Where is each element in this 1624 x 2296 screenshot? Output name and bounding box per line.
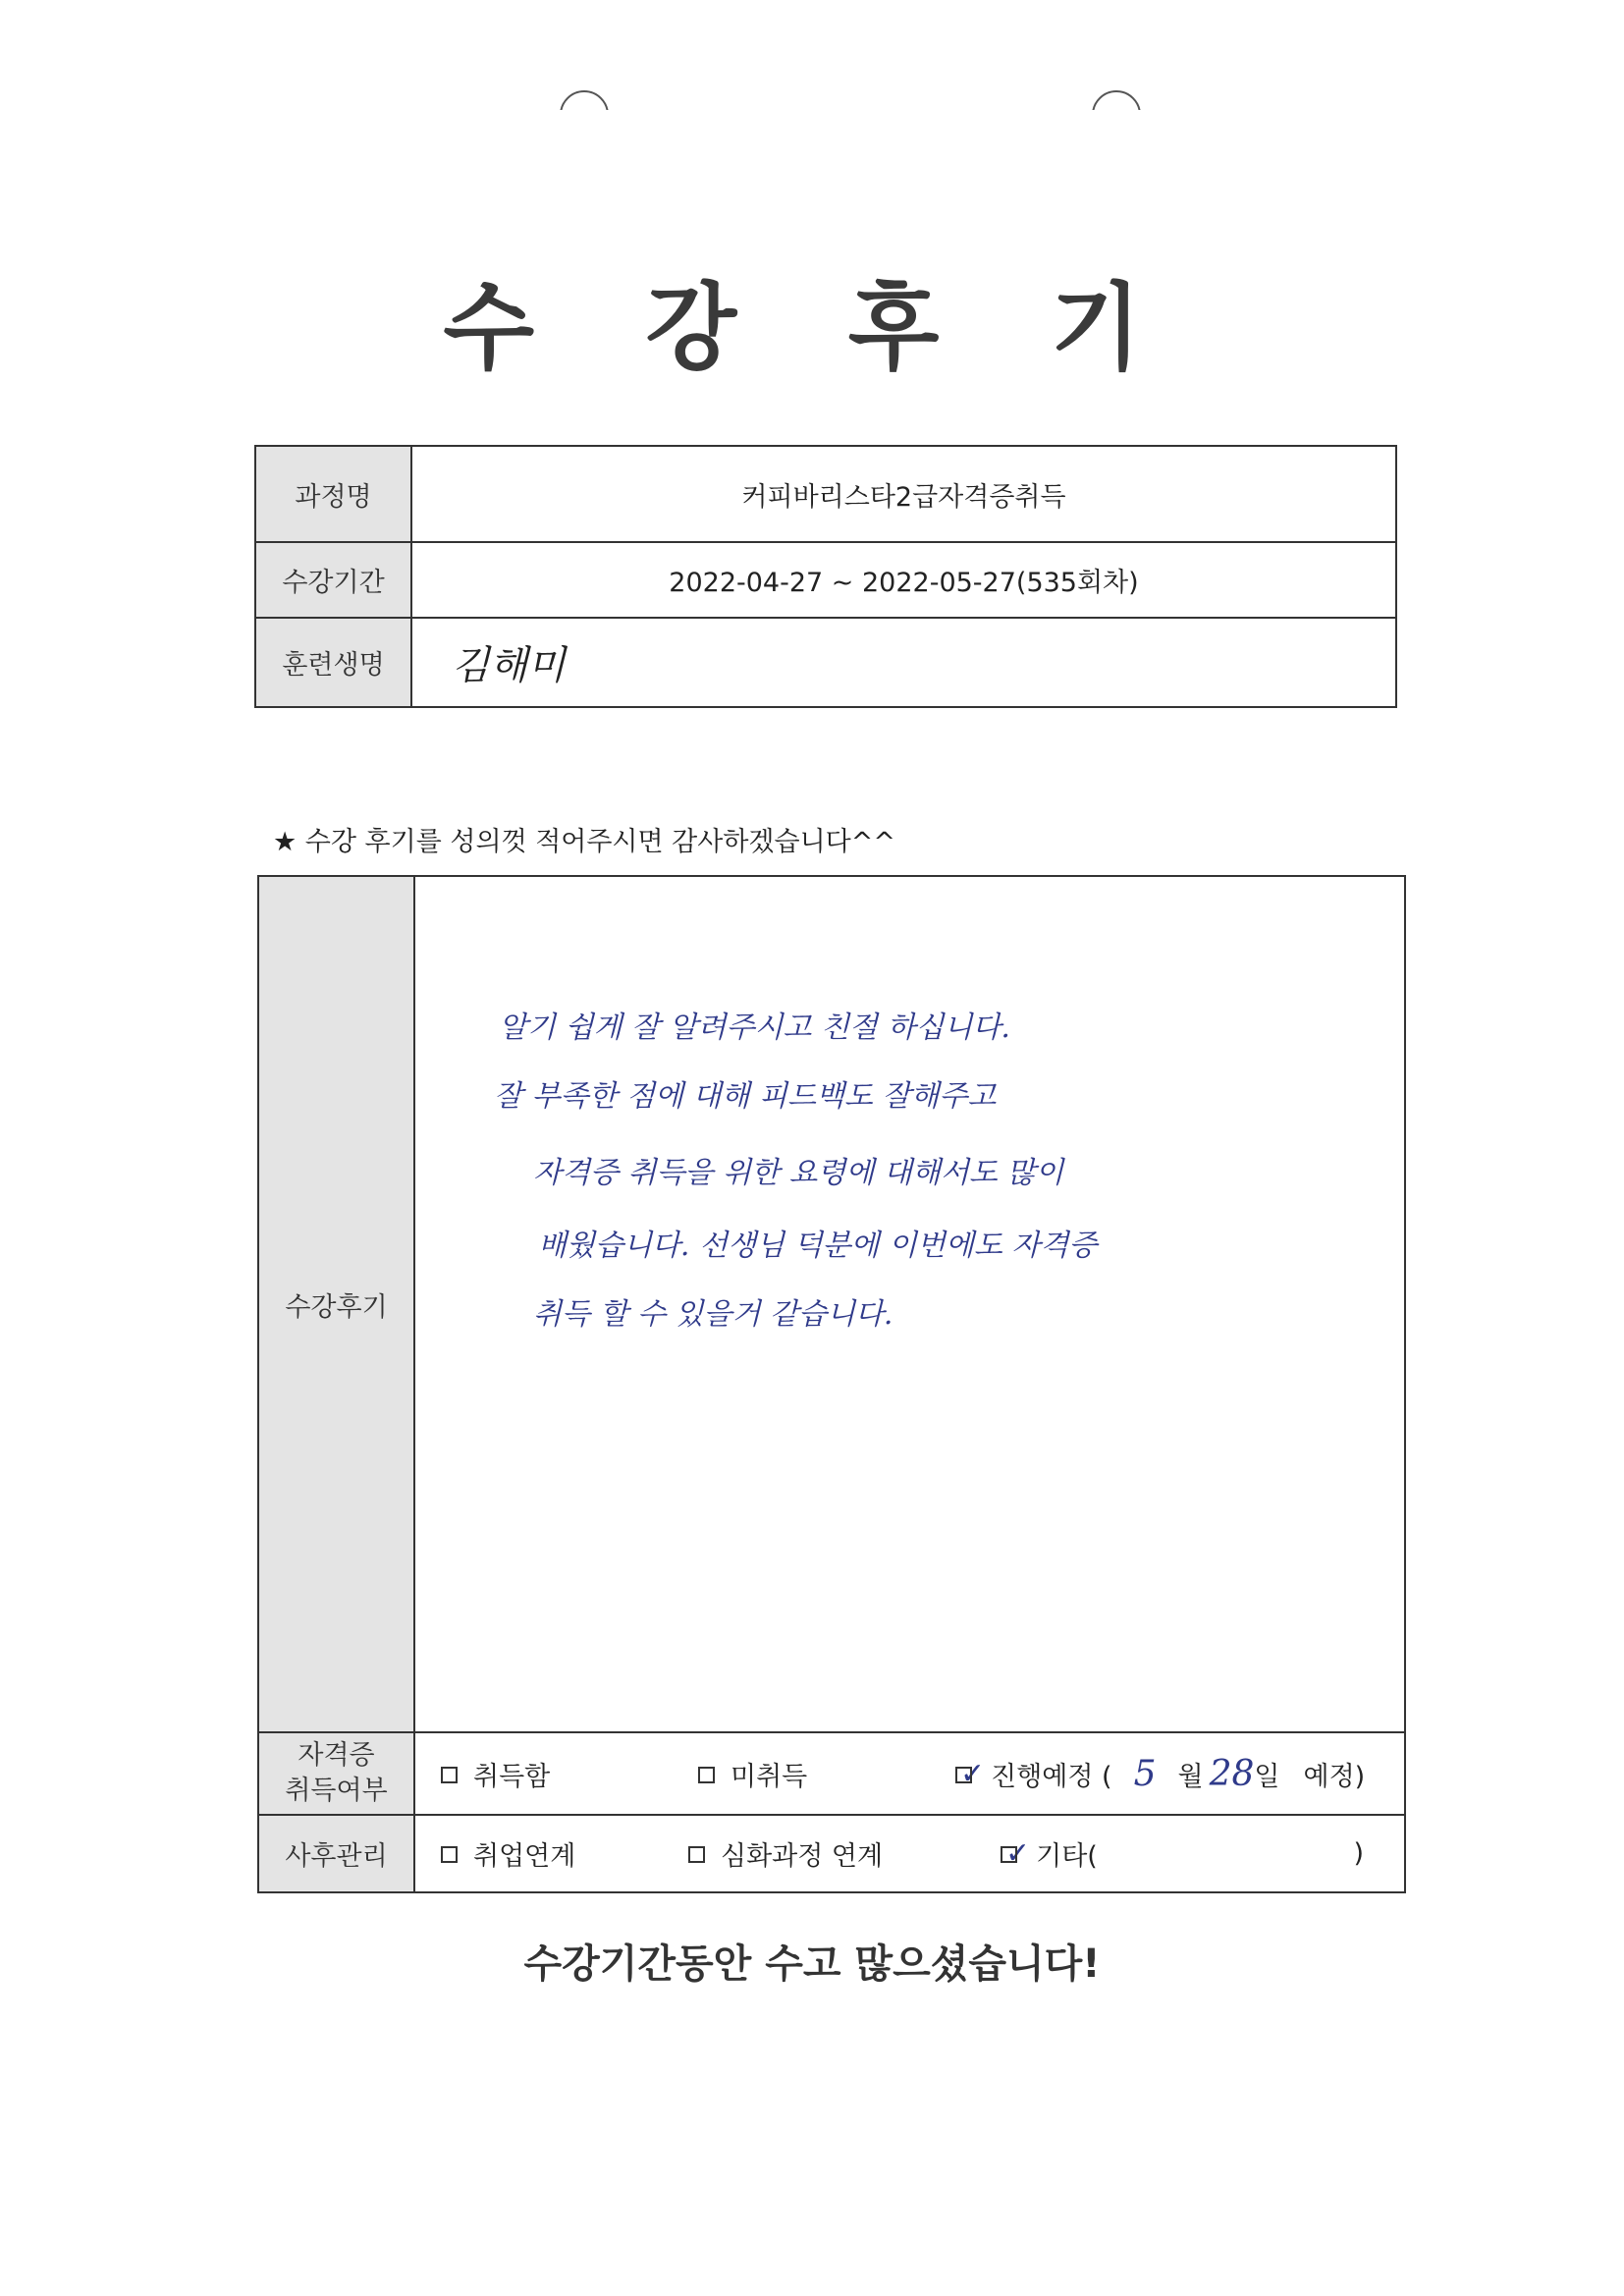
instruction-note: ★ 수강 후기를 성의껏 적어주시면 감사하겠습니다^^ xyxy=(273,827,896,857)
course-label: 과정명 xyxy=(255,446,411,542)
option-employment-link[interactable]: 취업연계 xyxy=(441,1834,688,1873)
day-handwritten: 28 xyxy=(1209,1753,1255,1794)
checkbox-empty-icon[interactable] xyxy=(698,1767,715,1783)
checkbox-empty-icon[interactable] xyxy=(688,1846,705,1863)
course-value: 커피바리스타2급자격증취득 xyxy=(411,446,1396,542)
check-mark-icon: ✓ xyxy=(960,1756,986,1791)
review-line: 잘 부족한 점에 대해 피드백도 잘해주고 xyxy=(494,1079,997,1114)
option-advanced-course-link[interactable]: 심화과정 연계 xyxy=(688,1834,1001,1873)
certificate-label-line1: 자격증 xyxy=(298,1740,375,1771)
period-label: 수강기간 xyxy=(255,542,411,618)
punch-hole-left xyxy=(560,90,609,139)
page-title: 수 강 후 기 xyxy=(443,273,1181,383)
review-line: 자격증 취득을 위한 요령에 대해서도 많이 xyxy=(533,1156,1064,1190)
certificate-label xyxy=(258,1732,414,1815)
trainee-label: 훈련생명 xyxy=(255,618,411,707)
review-line: 알기 쉽게 잘 알려주시고 친절 하십니다. xyxy=(499,1011,1010,1045)
aftercare-options xyxy=(414,1815,1405,1892)
check-mark-icon: ✓ xyxy=(1005,1836,1031,1871)
certificate-options xyxy=(414,1732,1405,1815)
month-handwritten: 5 xyxy=(1133,1753,1157,1794)
punch-hole-right xyxy=(1092,90,1141,139)
checkbox-checked-icon[interactable] xyxy=(955,1767,972,1783)
option-scheduled[interactable]: ✓ 진행예정 ( 5 월 28 일 예정) xyxy=(955,1754,1365,1794)
trainee-name-handwritten: 김해미 xyxy=(411,618,1396,707)
course-info-table xyxy=(254,445,1397,708)
review-label: 수강후기 xyxy=(258,876,414,1732)
certificate-label-line2: 취득여부 xyxy=(285,1776,388,1806)
checkbox-empty-icon[interactable] xyxy=(441,1767,458,1783)
aftercare-label: 사후관리 xyxy=(258,1815,414,1892)
option-other[interactable]: ✓ 기타( ) xyxy=(1001,1834,1364,1873)
closing-message: 수강기간동안 수고 많으셨습니다! xyxy=(523,1941,1101,1987)
period-value: 2022-04-27 ~ 2022-05-27(535회차) xyxy=(411,542,1396,618)
review-body xyxy=(414,876,1405,1732)
checkbox-empty-icon[interactable] xyxy=(441,1846,458,1863)
review-line: 취득 할 수 있을거 같습니다. xyxy=(533,1297,893,1332)
option-acquired[interactable]: 취득함 xyxy=(441,1755,698,1793)
review-line: 배웠습니다. 선생님 덕분에 이번에도 자격증 xyxy=(538,1229,1098,1263)
checkbox-checked-icon[interactable] xyxy=(1001,1846,1017,1863)
review-table xyxy=(257,875,1406,1893)
option-not-acquired[interactable]: 미취득 xyxy=(698,1755,955,1793)
